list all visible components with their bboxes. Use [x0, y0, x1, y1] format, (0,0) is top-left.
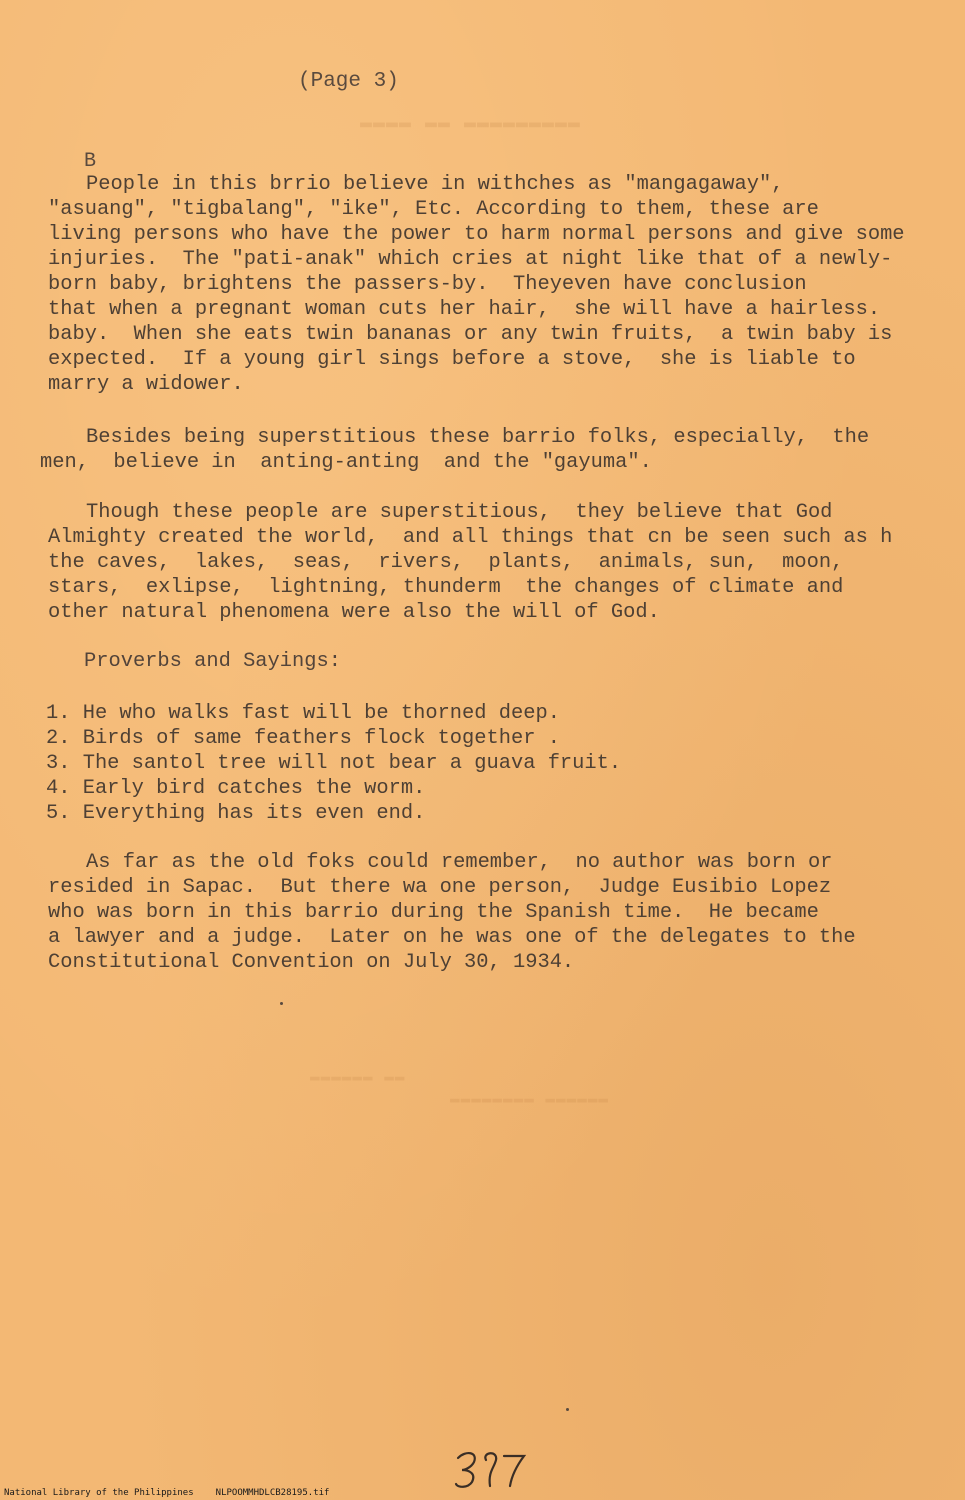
text-line: the caves, lakes, seas, rivers, plants, animals, sun, moon, [48, 551, 844, 574]
text-line: living persons who have the power to harm normal persons and give some [48, 223, 905, 246]
list-item: 5. Everything has its even end. [46, 802, 426, 825]
section-marker: B [84, 150, 97, 173]
speck [566, 1408, 569, 1411]
text-line: marry a widower. [48, 373, 244, 396]
list-item: 4. Early bird catches the worm. [46, 777, 426, 800]
text-line: baby. When she eats twin bananas or any twin fruits, a twin baby is [48, 323, 893, 346]
handwritten-page-number [452, 1446, 532, 1491]
text-line: that when a pregnant woman cuts her hair, she will have a hairless. [48, 298, 881, 321]
list-item: 2. Birds of same feathers flock together . [46, 727, 560, 750]
text-line: stars, exlipse, lightning, thunderm the changes of climate and [48, 576, 844, 599]
text-line: expected. If a young girl sings before a stove, she is liable to [48, 348, 856, 371]
text-line: Almighty created the world, and all things that cn be seen such as h [48, 526, 893, 549]
text-line: "asuang", "tigbalang", "ike", Etc. According to them, these are [48, 198, 819, 221]
text-line: resided in Sapac. But there wa one person, Judge Eusibio Lopez [48, 876, 832, 899]
bleed-through-text: ▬▬▬▬ ▬▬ ▬▬▬▬▬▬▬▬▬ [360, 112, 582, 135]
text-line: Though these people are superstitious, they believe that God [86, 501, 833, 524]
proverbs-heading: Proverbs and Sayings: [84, 650, 341, 673]
text-line: who was born in this barrio during the Spanish time. He became [48, 901, 819, 924]
text-line: born baby, brightens the passers-by. Theyeven have conclusion [48, 273, 807, 296]
text-line: People in this brrio believe in withches as "mangagaway", [86, 173, 784, 196]
footer-library: National Library of the Philippines [4, 1488, 194, 1498]
footer-filename: NLPOOMMHDLCB28195.tif [215, 1488, 330, 1498]
speck [280, 1002, 283, 1005]
list-item: 3. The santol tree will not bear a guava fruit. [46, 752, 622, 775]
footer [4, 1488, 351, 1498]
text-line: Constitutional Convention on July 30, 1934. [48, 951, 575, 974]
bleed-through-text: ▬▬▬▬▬▬▬▬ ▬▬▬▬▬▬ [450, 1090, 610, 1108]
bleed-through-text: ▬▬▬▬▬▬ ▬▬ [310, 1068, 406, 1086]
text-line: Besides being superstitious these barrio folks, especially, the [86, 426, 870, 449]
list-item: 1. He who walks fast will be thorned deep. [46, 702, 560, 725]
text-line: As far as the old foks could remember, no author was born or [86, 851, 833, 874]
page-label: (Page 3) [298, 70, 399, 93]
text-line: men, believe in anting-anting and the "gayuma". [40, 451, 652, 474]
text-line: injuries. The "pati-anak" which cries at night like that of a newly- [48, 248, 893, 271]
text-line: other natural phenomena were also the will of God. [48, 601, 660, 624]
text-line: a lawyer and a judge. Later on he was one of the delegates to the [48, 926, 856, 949]
